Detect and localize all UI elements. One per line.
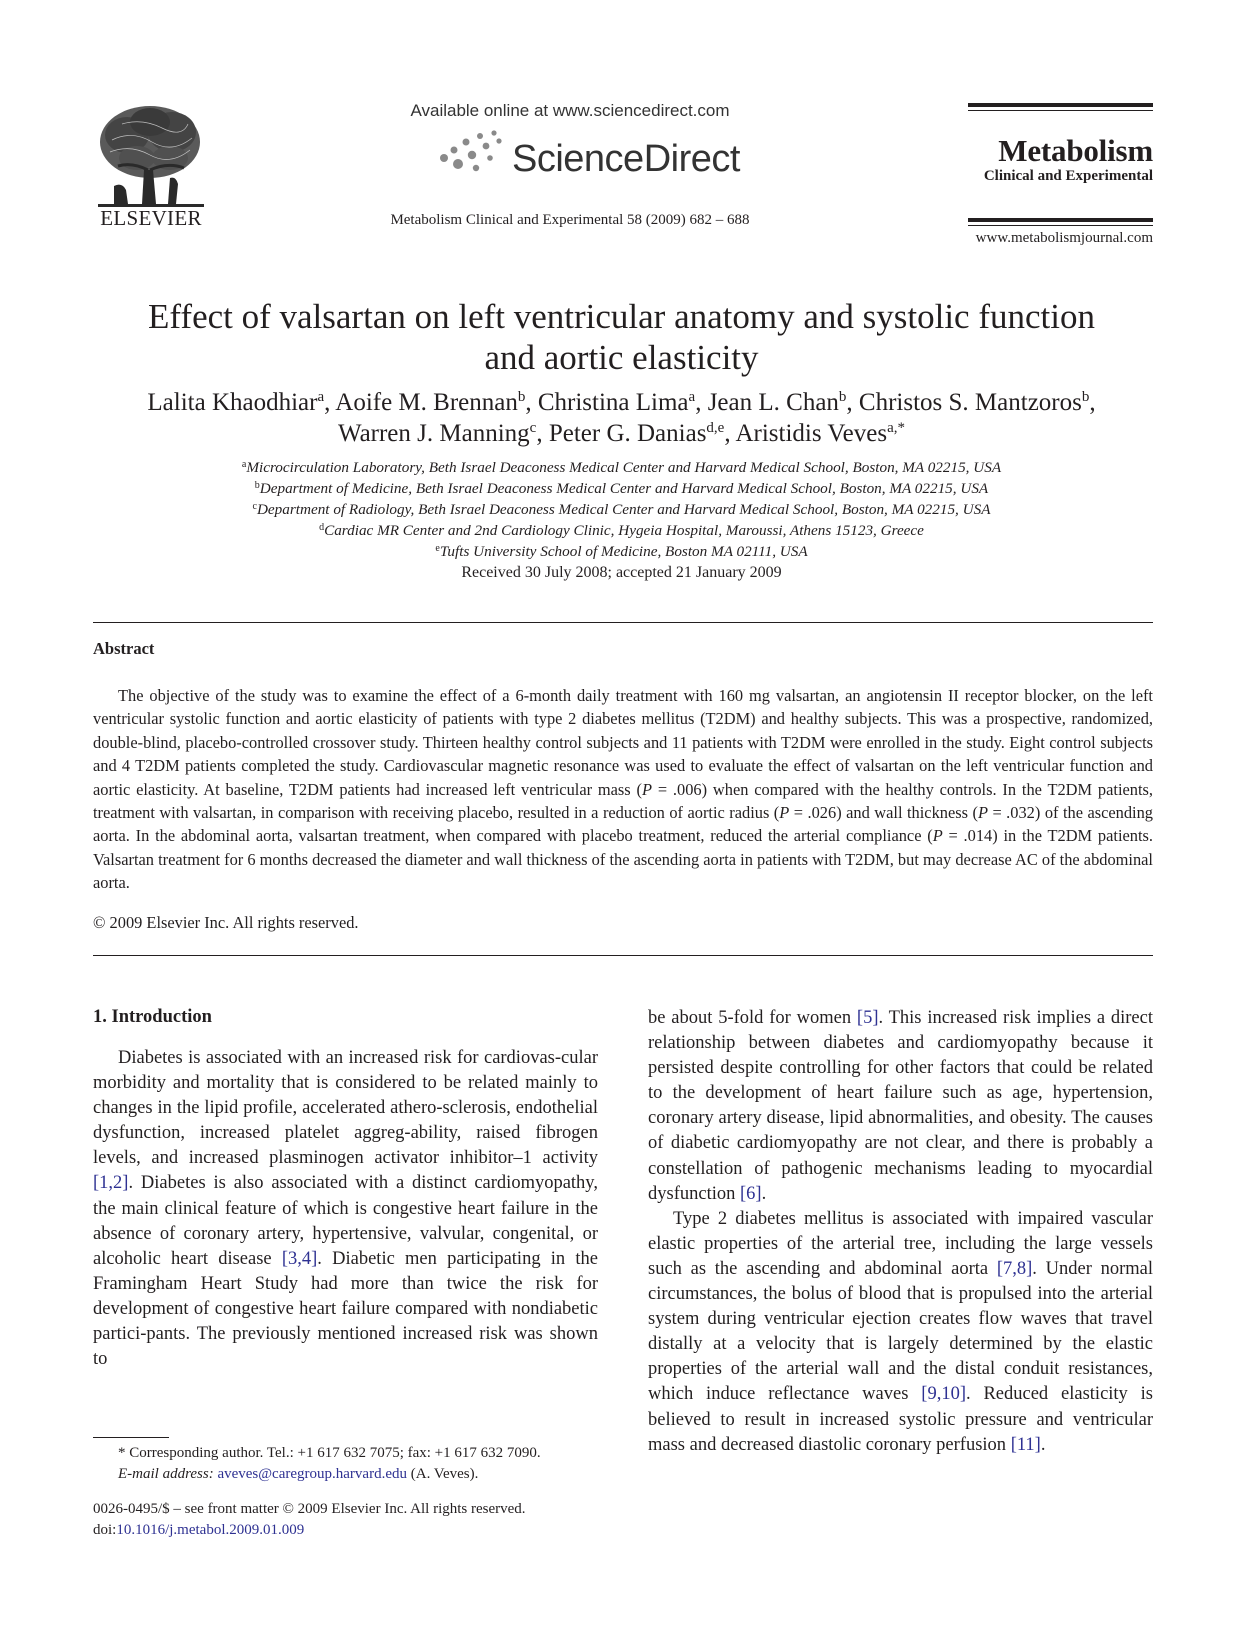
reference-link[interactable]: [7,8]	[996, 1258, 1033, 1279]
email-line	[93, 1464, 603, 1485]
author-name: Aoife M. Brennan	[335, 389, 518, 416]
author-affil-marker[interactable]: b	[838, 389, 847, 405]
author-affil-marker[interactable]: d,e	[706, 420, 725, 436]
paragraph-text: . Diabetic men participating in the Framingham Heart Study had more than twice the risk for development of congestive heart failure compared with nondiabetic partici-pants. The previously mentioned increased risk was shown to	[93, 1248, 598, 1370]
affiliation-marker: d	[319, 522, 325, 533]
journal-citation: Metabolism Clinical and Experimental 58 (2009) 682 – 688	[390, 212, 750, 228]
author-separator: ,	[1089, 389, 1096, 416]
reference-link[interactable]: [1,2]	[93, 1173, 129, 1194]
body-column-left	[93, 1046, 598, 1372]
sciencedirect-wordmark: ScienceDirect	[512, 138, 740, 180]
p-value-symbol: P	[977, 803, 988, 823]
paragraph-text: . Reduced elasticity is believed to result in increased systolic pressure and ventricular mass and decreased diastolic coronary perfusion	[648, 1384, 1153, 1455]
affiliation	[90, 541, 1153, 562]
affiliation-marker: b	[254, 480, 260, 491]
journal-name: Metabolism	[998, 133, 1153, 168]
affiliation-text: Department of Radiology, Beth Israel Deaconess Medical Center and Harvard Medical School, Boston, MA 02215, USA	[256, 501, 991, 518]
reference-link[interactable]: [9,10]	[921, 1384, 966, 1405]
author-affil-marker[interactable]: a	[317, 389, 325, 405]
affiliation	[90, 499, 1153, 520]
doi-label: doi:	[93, 1522, 117, 1538]
author-line	[90, 418, 1153, 449]
affiliation	[90, 520, 1153, 541]
author-separator: ,	[324, 389, 336, 416]
affiliation-text: Department of Medicine, Beth Israel Deaconess Medical Center and Harvard Medical School, Boston, MA 02215, USA	[259, 480, 989, 497]
doi-link[interactable]: 10.1016/j.metabol.2009.01.009	[116, 1522, 305, 1538]
affiliation-text: Tufts University School of Medicine, Boston MA 02111, USA	[439, 543, 808, 560]
author-affil-marker[interactable]: b	[1081, 389, 1090, 405]
author-name: Christos S. Mantzoros	[858, 389, 1082, 416]
affiliation-marker: c	[252, 501, 257, 512]
article-title-line: Effect of valsartan on left ventricular anatomy and systolic function	[148, 297, 1095, 336]
masthead-rule	[968, 225, 1153, 226]
author-list	[90, 387, 1153, 449]
abstract-segment: = .006) when compared with the healthy controls. In the T2DM patients, treatment with valsartan, in comparison with receiving placebo, resulted in a reduction of aortic radius (	[93, 779, 1153, 823]
paragraph-text: . This increased risk implies a direct relationship between diabetes and cardiomyopathy because it persisted despite controlling for other factors that could be related to the development of heart failure such as age, hypertension, coronary artery disease, lipid abnormalities, and obesity. The causes of diabetic cardiomyopathy are not clear, and there is probably a constellation of pathogenic mechanisms leading to myocardial dysfunction	[648, 1008, 1153, 1204]
abstract-segment: = .014) in the T2DM patients. Valsartan treatment for 6 months decreased the diameter and wall thickness of the ascending aorta in patients with T2DM, but may decrease AC of the abdominal aorta.	[93, 826, 1153, 893]
affiliation-marker: a	[241, 459, 247, 470]
body-paragraph	[648, 1006, 1153, 1207]
paragraph-text: .	[761, 1183, 767, 1204]
author-affil-marker[interactable]: a	[688, 389, 696, 405]
article-title	[90, 296, 1153, 378]
author-affil-marker[interactable]: b	[517, 389, 526, 405]
paragraph-text: be about 5-fold for women	[648, 1008, 857, 1028]
abstract-segment: = .032) of the ascending aorta. In the abdominal aorta, valsartan treatment, when compared with placebo treatment, reduced the arterial compliance (	[93, 803, 1154, 846]
author-name: Christina Lima	[537, 389, 689, 416]
p-value-symbol: P	[932, 826, 943, 846]
affiliation-text: Cardiac MR Center and 2nd Cardiology Clinic, Hygeia Hospital, Maroussi, Athens 15123, Greece	[324, 522, 924, 539]
copyright-notice: © 2009 Elsevier Inc. All rights reserved.	[93, 913, 359, 932]
abstract-text	[93, 684, 1153, 895]
journal-url-link[interactable]: www.metabolismjournal.com	[975, 230, 1153, 246]
abstract-segment: = .026) and wall thickness (	[789, 803, 978, 823]
masthead-rule	[968, 110, 1153, 111]
body-paragraph	[93, 1046, 598, 1372]
author-separator: ,	[525, 389, 538, 416]
corresponding-author-text: * Corresponding author. Tel.: +1 617 632 7075; fax: +1 617 632 7090.	[118, 1445, 541, 1461]
author-separator: ,	[724, 420, 736, 447]
reference-link[interactable]: [11]	[1010, 1434, 1041, 1455]
email-suffix: (A. Veves).	[407, 1466, 479, 1482]
article-title-line: and aortic elasticity	[484, 338, 759, 377]
author-name: Warren J. Manning	[337, 420, 530, 447]
doi-line	[93, 1520, 603, 1541]
masthead-rule	[968, 103, 1153, 107]
front-matter-info	[93, 1499, 603, 1541]
available-online-text: Available online at www.sciencedirect.com	[410, 101, 730, 120]
reference-link[interactable]: [6]	[739, 1183, 762, 1204]
author-name: Aristidis Veves	[735, 420, 888, 447]
author-separator: ,	[695, 389, 708, 416]
received-dates: Received 30 July 2008; accepted 21 January 2009	[461, 564, 782, 581]
author-name: Lalita Khaodhiar	[147, 389, 318, 416]
section-divider	[93, 955, 1153, 956]
section-divider	[93, 622, 1153, 623]
author-affil-marker[interactable]: c	[529, 420, 537, 436]
issn-line: 0026-0495/$ – see front matter © 2009 Elsevier Inc. All rights reserved.	[93, 1501, 526, 1517]
body-paragraph	[648, 1207, 1153, 1458]
corresponding-author-footnote	[93, 1443, 603, 1485]
paragraph-text: . Diabetes is also associated with a distinct cardiomyopathy, the main clinical feature of which is congestive heart failure in the absence of coronary artery, hypertensive, valvular, congenital, or alcoholic heart disease	[93, 1173, 598, 1269]
author-affil-marker[interactable]: a,*	[887, 420, 906, 436]
sciencedirect-dots-icon	[436, 128, 506, 176]
publisher-name: ELSEVIER	[100, 206, 202, 230]
paragraph-text: .	[1040, 1434, 1046, 1455]
abstract-segment: The objective of the study was to examine the effect of a 6-month daily treatment with 160 mg valsartan, an angiotensin II receptor blocker, on the left ventricular systolic function and aortic elasticity of patients with type 2 diabetes mellitus (T2DM) and healthy subjects. This was a prospective, randomized, double-blind, placebo-controlled crossover study. Thirteen healthy control subjects and 11 patients with T2DM were enrolled in the study. Eight control subjects and 4 T2DM patients completed the study. Cardiovascular magnetic resonance was used to evaluate the effect of valsartan on the left ventricular function and aortic elasticity. At baseline, T2DM patients had increased left ventricular mass (	[93, 686, 1153, 799]
reference-link[interactable]: [5]	[856, 1008, 879, 1028]
abstract-heading: Abstract	[93, 639, 155, 658]
body-column-right	[648, 1006, 1153, 1458]
journal-subtitle: Clinical and Experimental	[983, 168, 1153, 184]
paragraph-text: . Under normal circumstances, the bolus of blood that is propulsed into the arterial system during ventricular ejection creates flow waves that travel distally at a velocity that is largely determined by the elastic properties of the arterial wall and the distal conduit resistances, which induce reflectance waves	[648, 1258, 1153, 1405]
affiliation-text: Microcirculation Laboratory, Beth Israel Deaconess Medical Center and Harvard Medical School, Boston, MA 02215, USA	[246, 459, 1002, 476]
affiliation-list	[90, 457, 1153, 562]
author-separator: ,	[536, 420, 549, 447]
author-separator: ,	[846, 389, 859, 416]
email-label: E-mail address:	[118, 1466, 214, 1482]
p-value-symbol: P	[779, 803, 790, 823]
reference-link[interactable]: [3,4]	[281, 1248, 318, 1269]
p-value-symbol: P	[641, 779, 652, 799]
author-name: Jean L. Chan	[707, 389, 839, 416]
affiliation-marker: e	[435, 543, 440, 554]
masthead-rule	[968, 218, 1153, 222]
footnote-rule	[93, 1437, 169, 1438]
section-heading-introduction: 1. Introduction	[93, 1007, 212, 1027]
paragraph-text: Type 2 diabetes mellitus is associated with impaired vascular elastic properties of the arterial tree, including the large vessels such as the ascending and abdominal aorta	[648, 1208, 1153, 1279]
author-line	[90, 387, 1153, 418]
author-name: Peter G. Danias	[548, 420, 707, 447]
affiliation	[90, 457, 1153, 478]
affiliation	[90, 478, 1153, 499]
email-link[interactable]: aveves@caregroup.harvard.edu	[217, 1466, 407, 1482]
paragraph-text: Diabetes is associated with an increased risk for cardiovas-cular morbidity and mortality that is considered to be related mainly to changes in the lipid profile, accelerated athero-sclerosis, endothelial dysfunction, increased platelet aggreg-ability, raised fibrogen levels, and increased plasminogen activator inhibitor–1 activity	[93, 1048, 598, 1169]
